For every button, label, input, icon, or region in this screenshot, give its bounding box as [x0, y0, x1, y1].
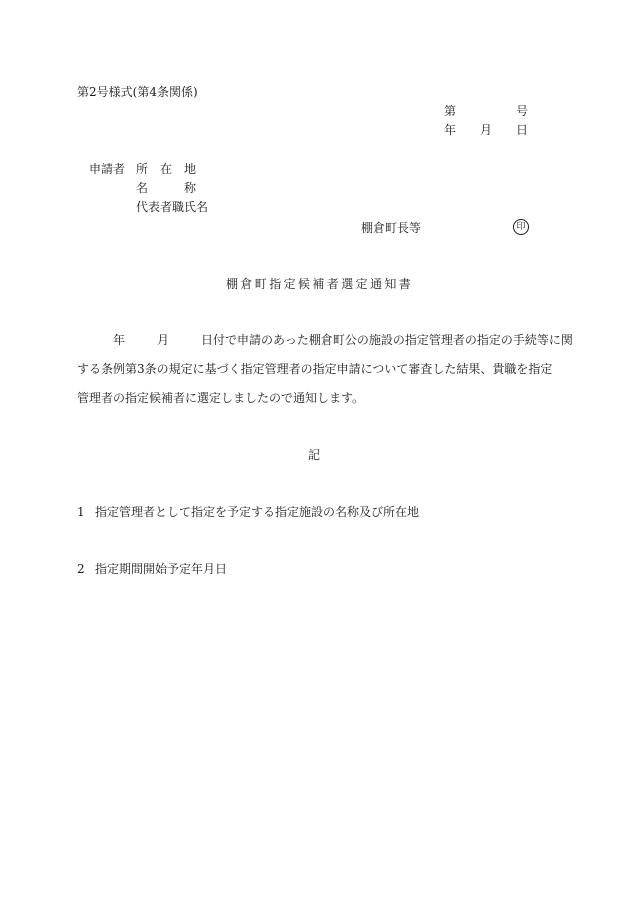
mayor-label: 棚倉町長等: [361, 221, 422, 235]
form-label: 第2号様式(第4条関係): [77, 85, 198, 99]
seal-mark: 印: [513, 219, 529, 235]
body-line-2: する条例第3条の規定に基づく指定管理者の指定申請について審査した結果、貴職を指定: [77, 362, 553, 376]
body-line-3: 管理者の指定候補者に選定しましたので通知します。: [77, 391, 365, 405]
document-title: 棚倉町指定候補者選定通知書: [226, 277, 414, 291]
body-month: 月: [157, 333, 170, 347]
item-number: 1: [77, 505, 85, 519]
name-label: 名 称: [136, 181, 197, 195]
body-paragraph: [77, 326, 573, 413]
item-text: 指定管理者として指定を予定する指定施設の名称及び所在地: [95, 505, 420, 519]
ki-heading: 記: [308, 448, 321, 462]
representative-label: 代表者職氏名: [136, 200, 209, 214]
item-text: 指定期間開始予定年月日: [95, 562, 228, 576]
doc-number-suffix: 号: [516, 104, 529, 118]
body-line-1: [77, 326, 573, 355]
date-year: 年: [444, 123, 457, 137]
date-day: 日: [516, 123, 529, 137]
applicant-label: 申請者: [89, 162, 126, 176]
item-number: 2: [77, 562, 85, 576]
date-month: 月: [480, 123, 493, 137]
body-year: 年: [113, 333, 126, 347]
body-line-1-rest: 日付で申請のあった棚倉町公の施設の指定管理者の指定の手続等に関: [201, 333, 573, 347]
doc-number-prefix: 第: [444, 104, 457, 118]
address-label: 所 在 地: [136, 162, 197, 176]
